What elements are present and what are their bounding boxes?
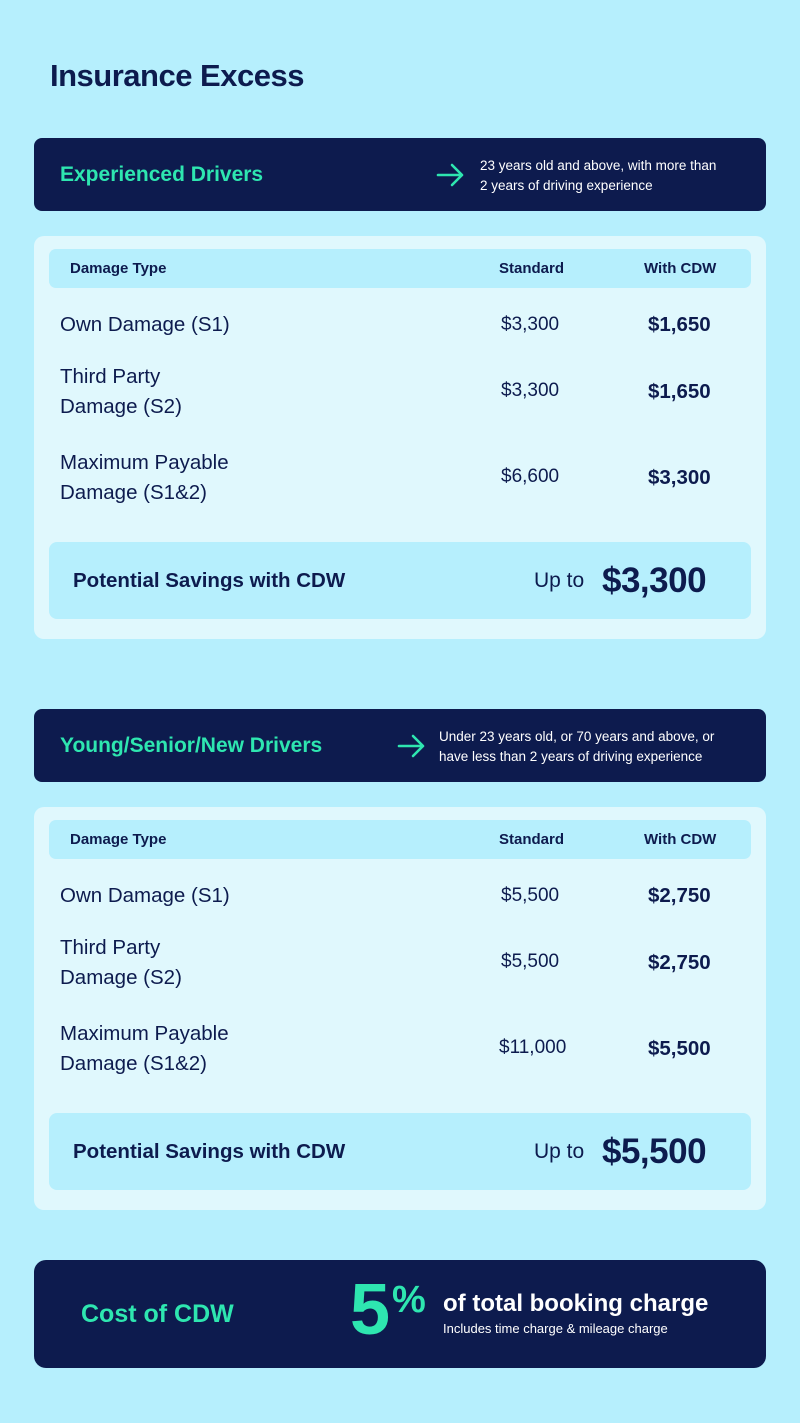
label-line: Damage (S1&2) — [60, 481, 207, 504]
damage-type-label — [60, 881, 290, 911]
cdw-value: $3,300 — [648, 466, 711, 489]
label-line: Third Party — [60, 365, 161, 388]
standard-value: $6,600 — [501, 466, 560, 487]
savings-prefix: Up to — [534, 1140, 585, 1163]
label-line: Damage (S2) — [60, 966, 182, 989]
column-header-damage-type: Damage Type — [70, 831, 167, 848]
description-line: have less than 2 years of driving experience — [439, 749, 703, 764]
column-header-damage-type: Damage Type — [70, 260, 167, 277]
column-header-standard: Standard — [499, 831, 565, 848]
cdw-value: $2,750 — [648, 884, 711, 907]
section-title: Experienced Drivers — [60, 163, 264, 186]
cost-percent-sign: % — [392, 1279, 426, 1321]
cost-subtext: Includes time charge & mileage charge — [443, 1321, 668, 1336]
cost-of-cdw-banner — [34, 1260, 766, 1368]
savings-prefix: Up to — [534, 569, 585, 592]
cdw-value: $1,650 — [648, 380, 711, 403]
standard-value: $5,500 — [501, 951, 560, 972]
table-header — [49, 820, 751, 859]
damage-type-label — [60, 1019, 290, 1079]
cost-percentage-value: 5 — [350, 1270, 389, 1350]
cdw-value: $2,750 — [648, 951, 711, 974]
label-line: Third Party — [60, 936, 161, 959]
savings-label: Potential Savings with CDW — [73, 1140, 346, 1163]
savings-amount: $3,300 — [602, 561, 707, 600]
savings-label: Potential Savings with CDW — [73, 569, 346, 592]
cdw-value: $5,500 — [648, 1037, 711, 1060]
section-description — [439, 727, 759, 767]
label-line: Maximum Payable — [60, 451, 229, 474]
label-line: Damage (S2) — [60, 395, 182, 418]
damage-type-label — [60, 933, 290, 993]
section-title: Young/Senior/New Drivers — [60, 734, 323, 757]
cost-description: of total booking charge — [443, 1290, 709, 1317]
description-line: 2 years of driving experience — [480, 178, 653, 193]
damage-table-card-experienced — [34, 236, 766, 639]
section-header-young-senior-new — [34, 709, 766, 782]
section-description — [480, 156, 780, 196]
cost-label: Cost of CDW — [81, 1300, 234, 1328]
description-line: 23 years old and above, with more than — [480, 158, 717, 173]
potential-savings-banner — [49, 542, 751, 619]
page-title: Insurance Excess — [50, 58, 304, 93]
column-header-standard: Standard — [499, 260, 565, 277]
description-line: Under 23 years old, or 70 years and above, or — [439, 729, 715, 744]
savings-amount: $5,500 — [602, 1132, 707, 1171]
damage-table-card-young-senior-new — [34, 807, 766, 1210]
potential-savings-banner — [49, 1113, 751, 1190]
cdw-value: $1,650 — [648, 313, 711, 336]
column-header-with-cdw: With CDW — [644, 831, 717, 848]
damage-type-label — [60, 448, 290, 508]
label-line: Damage (S1&2) — [60, 1052, 207, 1075]
section-header-experienced — [34, 138, 766, 211]
arrow-right-icon — [397, 733, 427, 759]
standard-value: $3,300 — [501, 314, 560, 335]
damage-type-label — [60, 310, 290, 340]
standard-value: $5,500 — [501, 885, 560, 906]
arrow-right-icon — [436, 162, 466, 188]
label-line: Own Damage (S1) — [60, 884, 230, 907]
standard-value: $3,300 — [501, 380, 560, 401]
label-line: Maximum Payable — [60, 1022, 229, 1045]
label-line: Own Damage (S1) — [60, 313, 230, 336]
standard-value: $11,000 — [499, 1037, 567, 1058]
damage-type-label — [60, 362, 290, 422]
column-header-with-cdw: With CDW — [644, 260, 717, 277]
table-header — [49, 249, 751, 288]
